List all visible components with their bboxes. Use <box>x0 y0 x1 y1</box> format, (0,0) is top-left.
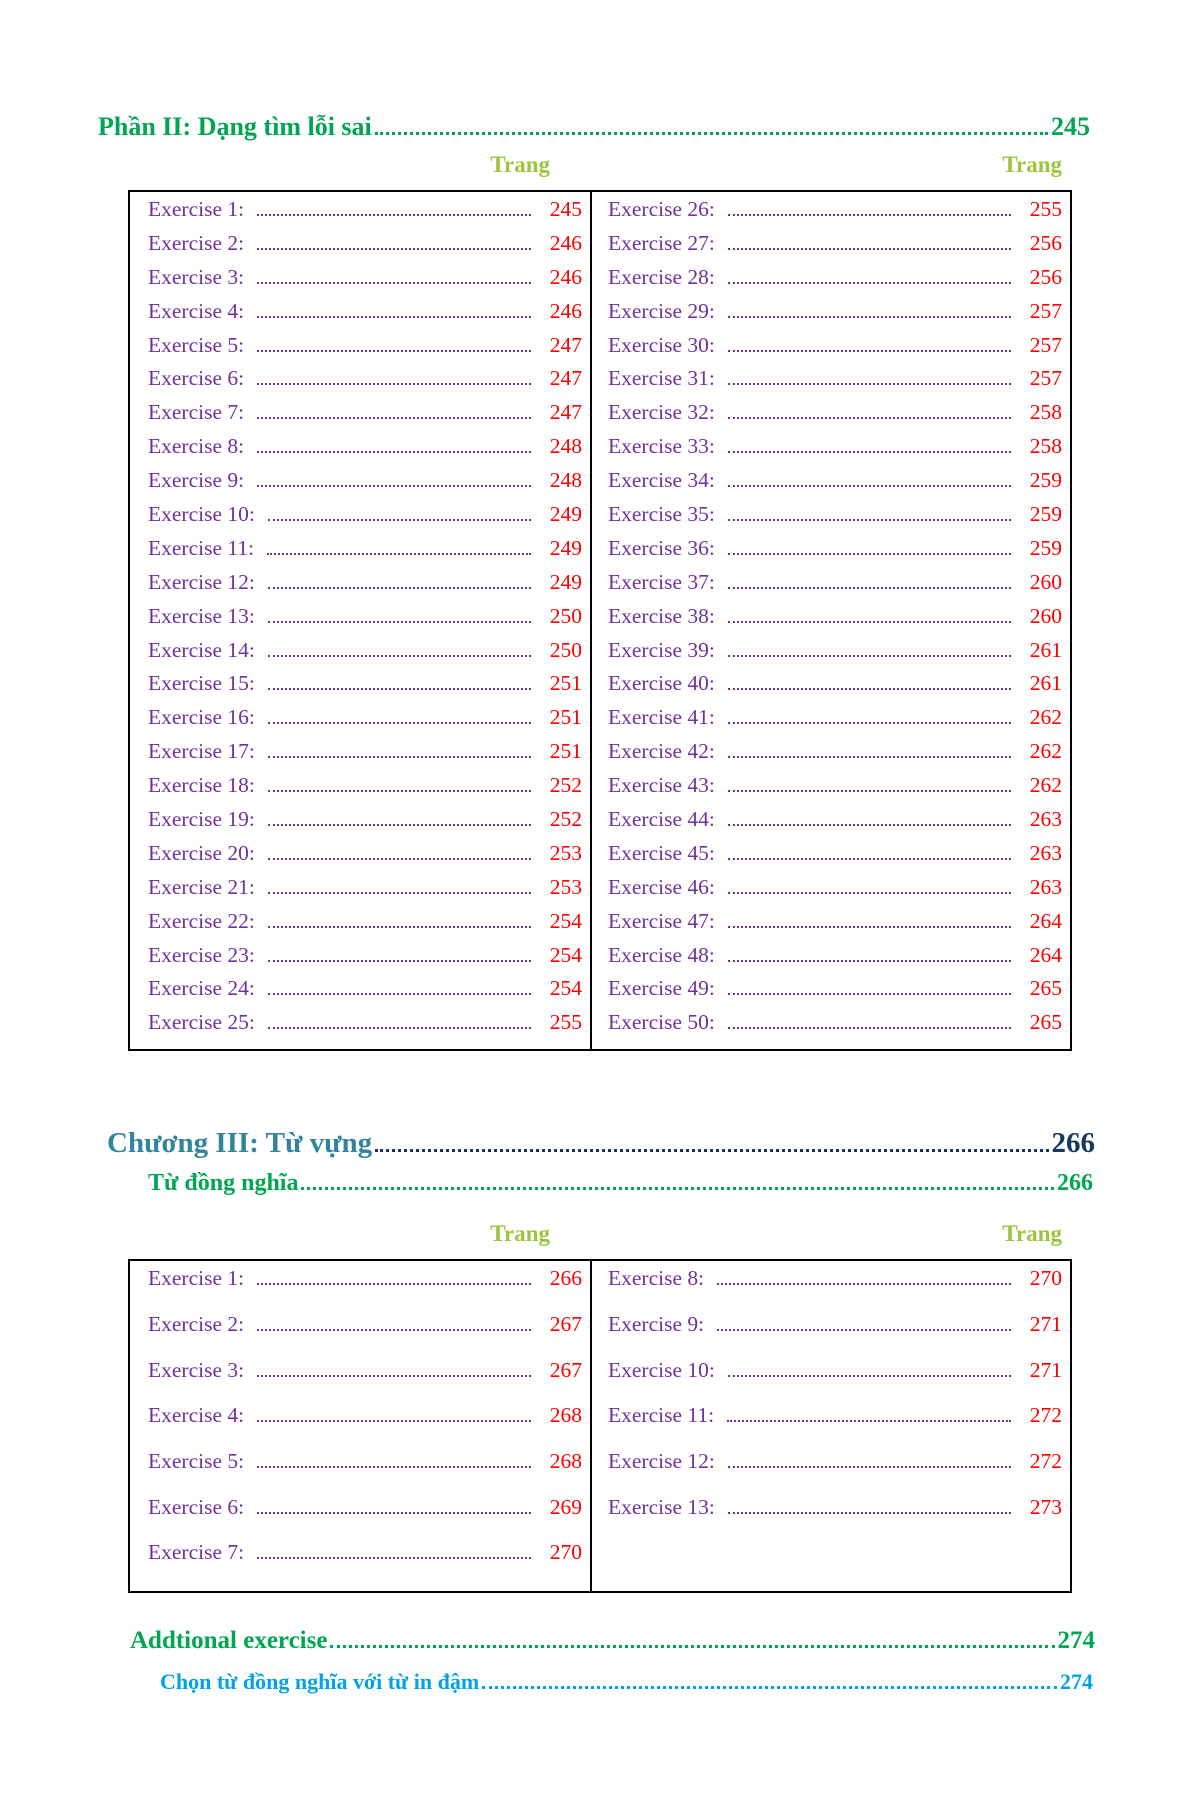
exercise-label: Exercise 42: <box>608 739 715 764</box>
dot-leader <box>375 132 1048 135</box>
exercise-label: Exercise 35: <box>608 502 715 527</box>
toc-row <box>608 570 1062 604</box>
page-number: 272 <box>1029 1403 1062 1428</box>
dot-leader <box>717 1329 1011 1331</box>
exercise-label: Exercise 5: <box>148 332 245 357</box>
chapter3-page-number: 266 <box>1051 1127 1095 1160</box>
exercise-label: Exercise 4: <box>148 298 245 323</box>
page-number: 247 <box>549 366 582 391</box>
dot-leader <box>268 1027 531 1029</box>
exercise-label: Exercise 33: <box>608 434 715 459</box>
page-number: 254 <box>549 908 582 933</box>
toc-row <box>608 976 1062 1010</box>
trang-header-row-2 <box>128 1221 1072 1247</box>
page-number: 271 <box>1029 1311 1062 1336</box>
page-number: 262 <box>1029 773 1062 798</box>
dot-leader <box>728 993 1011 995</box>
page-number: 261 <box>1029 637 1062 662</box>
toc-row <box>608 638 1062 672</box>
exercise-label: Exercise 21: <box>148 874 255 899</box>
dot-leader <box>728 417 1011 419</box>
page-number: 257 <box>1029 366 1062 391</box>
toc-row <box>608 400 1062 434</box>
exercise-label: Exercise 45: <box>608 840 715 865</box>
dot-leader <box>728 519 1011 521</box>
chon-tu-page-number: 274 <box>1060 1669 1093 1695</box>
toc-row <box>148 536 582 570</box>
toc-row <box>608 1449 1062 1495</box>
tu-dong-nghia-heading <box>148 1170 1093 1197</box>
page-number: 254 <box>549 976 582 1001</box>
trang-label-right: Trang <box>1002 1221 1062 1247</box>
page-number: 251 <box>549 739 582 764</box>
dot-leader <box>268 621 531 623</box>
page-number: 246 <box>549 298 582 323</box>
page-number: 266 <box>549 1266 582 1291</box>
exercise-label: Exercise 26: <box>608 197 715 221</box>
exercise-label: Exercise 13: <box>148 603 255 628</box>
toc-row <box>148 197 582 231</box>
page-number: 258 <box>1029 400 1062 425</box>
exercise-label: Exercise 4: <box>148 1403 245 1428</box>
trang-label-right: Trang <box>1002 152 1062 177</box>
toc-row <box>148 333 582 367</box>
exercise-label: Exercise 38: <box>608 603 715 628</box>
page-number: 263 <box>1029 840 1062 865</box>
dot-leader <box>257 350 531 352</box>
exercise-label: Exercise 2: <box>148 1311 245 1336</box>
dot-leader <box>728 858 1011 860</box>
exercise-label: Exercise 32: <box>608 400 715 425</box>
page-number: 259 <box>1029 468 1062 493</box>
toc-row <box>608 739 1062 773</box>
toc-row <box>148 1540 582 1586</box>
exercise-label: Exercise 28: <box>608 264 715 289</box>
page-number: 264 <box>1029 908 1062 933</box>
toc-row <box>608 265 1062 299</box>
toc-row <box>608 1495 1062 1541</box>
exercise-label: Exercise 2: <box>148 230 245 255</box>
page-number: 259 <box>1029 535 1062 560</box>
exercise-label: Exercise 7: <box>148 1540 245 1565</box>
exercise-label: Exercise 10: <box>148 502 255 527</box>
page-number: 254 <box>549 942 582 967</box>
exercise-label: Exercise 49: <box>608 976 715 1001</box>
toc-row <box>148 807 582 841</box>
dot-leader <box>728 316 1011 318</box>
toc-row <box>608 1403 1062 1449</box>
dot-leader <box>727 1420 1011 1422</box>
tu-dong-nghia-page-number: 266 <box>1057 1170 1093 1197</box>
toc-row <box>608 1010 1062 1044</box>
page-number: 273 <box>1029 1494 1062 1519</box>
section1-title: Phần II: Dạng tìm lỗi sai <box>98 112 372 141</box>
section1-heading <box>98 112 1090 142</box>
toc-row <box>608 434 1062 468</box>
exercise-label: Exercise 6: <box>148 1494 245 1519</box>
page-number: 251 <box>549 705 582 730</box>
toc-row <box>608 943 1062 977</box>
dot-leader <box>728 688 1011 690</box>
exercise-label: Exercise 6: <box>148 366 245 391</box>
exercise-label: Exercise 31: <box>608 366 715 391</box>
dot-leader <box>268 892 531 894</box>
dot-leader <box>257 1557 531 1559</box>
exercise-label: Exercise 27: <box>608 230 715 255</box>
dot-leader <box>375 1149 1048 1152</box>
dot-leader <box>330 1645 1054 1648</box>
toc-row <box>148 1449 582 1495</box>
dot-leader <box>728 1375 1011 1377</box>
exercise-label: Exercise 9: <box>148 468 245 493</box>
page-number: 246 <box>549 230 582 255</box>
page-number: 251 <box>549 671 582 696</box>
toc-row <box>608 671 1062 705</box>
page-number: 250 <box>549 637 582 662</box>
dot-leader <box>268 960 531 962</box>
page-number: 259 <box>1029 502 1062 527</box>
chon-tu-title: Chọn từ đồng nghĩa với từ in đậm <box>160 1669 480 1695</box>
exercise-label: Exercise 34: <box>608 468 715 493</box>
toc-row <box>148 671 582 705</box>
page-number: 267 <box>549 1357 582 1382</box>
toc-row <box>148 468 582 502</box>
dot-leader <box>728 756 1011 758</box>
page-number: 260 <box>1029 603 1062 628</box>
dot-leader <box>257 1512 531 1514</box>
exercise-label: Exercise 46: <box>608 874 715 899</box>
dot-leader <box>728 1466 1011 1468</box>
dot-leader <box>482 1686 1057 1689</box>
dot-leader <box>728 621 1011 623</box>
exercise-label: Exercise 9: <box>608 1311 705 1336</box>
chon-tu-heading <box>160 1669 1093 1695</box>
dot-leader <box>257 1420 531 1422</box>
exercise-label: Exercise 37: <box>608 569 715 594</box>
dot-leader <box>257 282 531 284</box>
dot-leader <box>717 1283 1011 1285</box>
exercise-label: Exercise 40: <box>608 671 715 696</box>
section1-page-number: 245 <box>1051 112 1090 141</box>
toc-row <box>608 197 1062 231</box>
additional-exercise-page-number: 274 <box>1057 1627 1095 1655</box>
trang-label-left: Trang <box>490 152 550 177</box>
dot-leader <box>728 790 1011 792</box>
dot-leader <box>728 553 1011 555</box>
exercise-label: Exercise 1: <box>148 197 245 221</box>
toc-row <box>608 875 1062 909</box>
exercise-label: Exercise 50: <box>608 1010 715 1035</box>
page-number: 263 <box>1029 807 1062 832</box>
dot-leader <box>728 383 1011 385</box>
exercise-label: Exercise 10: <box>608 1357 715 1382</box>
dot-leader <box>257 316 531 318</box>
toc-row <box>148 502 582 536</box>
exercise-label: Exercise 15: <box>148 671 255 696</box>
exercise-label: Exercise 7: <box>148 400 245 425</box>
toc-row <box>148 570 582 604</box>
dot-leader <box>728 892 1011 894</box>
page-number: 269 <box>549 1494 582 1519</box>
exercise-label: Exercise 29: <box>608 298 715 323</box>
page-number: 248 <box>549 468 582 493</box>
dot-leader <box>268 824 531 826</box>
exercise-label: Exercise 5: <box>148 1449 245 1474</box>
page-number: 268 <box>549 1449 582 1474</box>
table2-right-column <box>592 1261 1070 1591</box>
dot-leader <box>268 993 531 995</box>
dot-leader <box>728 485 1011 487</box>
dot-leader <box>268 756 531 758</box>
toc-row <box>148 434 582 468</box>
dot-leader <box>257 1283 531 1285</box>
dot-leader <box>268 688 531 690</box>
table2-left-column <box>130 1261 592 1591</box>
exercise-label: Exercise 13: <box>608 1494 715 1519</box>
toc-row <box>148 299 582 333</box>
dot-leader <box>257 485 531 487</box>
page-number: 245 <box>549 197 582 221</box>
exercise-label: Exercise 1: <box>148 1266 245 1291</box>
toc-row <box>148 1266 582 1312</box>
toc-row <box>148 773 582 807</box>
toc-row <box>148 976 582 1010</box>
toc-row <box>608 1358 1062 1404</box>
toc-row <box>148 909 582 943</box>
dot-leader <box>257 451 531 453</box>
dot-leader <box>268 519 531 521</box>
dot-leader <box>268 858 531 860</box>
exercise-label: Exercise 8: <box>608 1266 705 1291</box>
exercise-label: Exercise 30: <box>608 332 715 357</box>
page-number: 252 <box>549 807 582 832</box>
exercise-label: Exercise 47: <box>608 908 715 933</box>
trang-header-row-1 <box>128 152 1072 178</box>
toc-row <box>608 807 1062 841</box>
toc-row <box>148 366 582 400</box>
dot-leader <box>728 1027 1011 1029</box>
page-number: 250 <box>549 603 582 628</box>
toc-row <box>148 400 582 434</box>
toc-row <box>608 333 1062 367</box>
dot-leader <box>728 960 1011 962</box>
page-number: 268 <box>549 1403 582 1428</box>
toc-row <box>148 231 582 265</box>
exercise-label: Exercise 25: <box>148 1010 255 1035</box>
exercise-label: Exercise 43: <box>608 773 715 798</box>
page-number: 260 <box>1029 569 1062 594</box>
page-number: 265 <box>1029 1010 1062 1035</box>
exercise-label: Exercise 48: <box>608 942 715 967</box>
page-number: 262 <box>1029 739 1062 764</box>
dot-leader <box>728 248 1011 250</box>
toc-row <box>148 1358 582 1404</box>
dot-leader <box>257 1466 531 1468</box>
table1-left-column <box>130 192 592 1049</box>
page-number: 267 <box>549 1311 582 1336</box>
toc-row <box>608 366 1062 400</box>
page-number: 255 <box>549 1010 582 1035</box>
page-number: 263 <box>1029 874 1062 899</box>
page-number: 257 <box>1029 332 1062 357</box>
toc-row <box>148 875 582 909</box>
exercise-label: Exercise 14: <box>148 637 255 662</box>
page-number: 247 <box>549 332 582 357</box>
dot-leader <box>257 417 531 419</box>
page-number: 247 <box>549 400 582 425</box>
toc-row <box>148 705 582 739</box>
page-number: 248 <box>549 434 582 459</box>
toc-row <box>608 705 1062 739</box>
dot-leader <box>257 1375 531 1377</box>
tu-dong-nghia-title: Từ đồng nghĩa <box>148 1170 299 1197</box>
exercise-table-2 <box>128 1259 1072 1593</box>
dot-leader <box>728 282 1011 284</box>
exercise-table-1 <box>128 190 1072 1051</box>
toc-row <box>608 536 1062 570</box>
toc-row <box>608 1312 1062 1358</box>
table1-right-column <box>592 192 1070 1049</box>
exercise-label: Exercise 8: <box>148 434 245 459</box>
exercise-label: Exercise 20: <box>148 840 255 865</box>
dot-leader <box>257 248 531 250</box>
page-number: 261 <box>1029 671 1062 696</box>
exercise-label: Exercise 23: <box>148 942 255 967</box>
dot-leader <box>268 722 531 724</box>
additional-exercise-heading <box>130 1627 1095 1655</box>
dot-leader <box>268 587 531 589</box>
toc-row <box>148 638 582 672</box>
page-number: 271 <box>1029 1357 1062 1382</box>
page-number: 255 <box>1029 197 1062 221</box>
dot-leader <box>268 926 531 928</box>
toc-row <box>148 841 582 875</box>
page-number: 262 <box>1029 705 1062 730</box>
dot-leader <box>728 1512 1011 1514</box>
page-number: 272 <box>1029 1449 1062 1474</box>
dot-leader <box>728 451 1011 453</box>
exercise-label: Exercise 39: <box>608 637 715 662</box>
toc-row <box>608 231 1062 265</box>
toc-row <box>608 299 1062 333</box>
toc-row <box>148 1312 582 1358</box>
dot-leader <box>301 1187 1054 1190</box>
exercise-label: Exercise 44: <box>608 807 715 832</box>
page-number: 258 <box>1029 434 1062 459</box>
chapter3-title: Chương III: Từ vựng <box>107 1127 373 1160</box>
page-number: 252 <box>549 773 582 798</box>
page-number: 270 <box>1029 1266 1062 1291</box>
page-number: 257 <box>1029 298 1062 323</box>
toc-row <box>148 1495 582 1541</box>
toc-row <box>608 502 1062 536</box>
exercise-label: Exercise 12: <box>148 569 255 594</box>
page-number: 249 <box>549 502 582 527</box>
exercise-label: Exercise 11: <box>148 535 255 560</box>
exercise-label: Exercise 18: <box>148 773 255 798</box>
dot-leader <box>728 655 1011 657</box>
dot-leader <box>268 655 531 657</box>
dot-leader <box>728 587 1011 589</box>
dot-leader <box>728 214 1011 216</box>
exercise-label: Exercise 24: <box>148 976 255 1001</box>
exercise-label: Exercise 22: <box>148 908 255 933</box>
exercise-label: Exercise 16: <box>148 705 255 730</box>
exercise-label: Exercise 3: <box>148 264 245 289</box>
additional-exercise-title: Addtional exercise <box>130 1627 328 1655</box>
dot-leader <box>728 350 1011 352</box>
exercise-label: Exercise 3: <box>148 1357 245 1382</box>
chapter3-heading <box>107 1127 1095 1160</box>
dot-leader <box>257 214 531 216</box>
page-number: 270 <box>549 1540 582 1565</box>
toc-row <box>608 773 1062 807</box>
toc-row <box>608 1266 1062 1312</box>
dot-leader <box>257 383 531 385</box>
page-number: 253 <box>549 874 582 899</box>
page-number: 264 <box>1029 942 1062 967</box>
toc-row <box>608 468 1062 502</box>
exercise-label: Exercise 19: <box>148 807 255 832</box>
dot-leader <box>267 553 531 555</box>
toc-row <box>148 1403 582 1449</box>
page-number: 256 <box>1029 264 1062 289</box>
exercise-label: Exercise 11: <box>608 1403 715 1428</box>
dot-leader <box>268 790 531 792</box>
exercise-label: Exercise 41: <box>608 705 715 730</box>
dot-leader <box>728 722 1011 724</box>
toc-row <box>608 604 1062 638</box>
toc-row <box>148 739 582 773</box>
toc-row <box>148 943 582 977</box>
page-number: 246 <box>549 264 582 289</box>
exercise-label: Exercise 12: <box>608 1449 715 1474</box>
dot-leader <box>257 1329 531 1331</box>
trang-label-left: Trang <box>490 1221 550 1247</box>
page-number: 249 <box>549 535 582 560</box>
exercise-label: Exercise 36: <box>608 535 715 560</box>
exercise-label: Exercise 17: <box>148 739 255 764</box>
toc-row <box>148 1010 582 1044</box>
toc-row <box>608 841 1062 875</box>
toc-row <box>148 265 582 299</box>
page-number: 249 <box>549 569 582 594</box>
page-number: 256 <box>1029 230 1062 255</box>
toc-row <box>608 909 1062 943</box>
toc-row <box>148 604 582 638</box>
page-number: 253 <box>549 840 582 865</box>
page-number: 265 <box>1029 976 1062 1001</box>
dot-leader <box>728 824 1011 826</box>
dot-leader <box>728 926 1011 928</box>
